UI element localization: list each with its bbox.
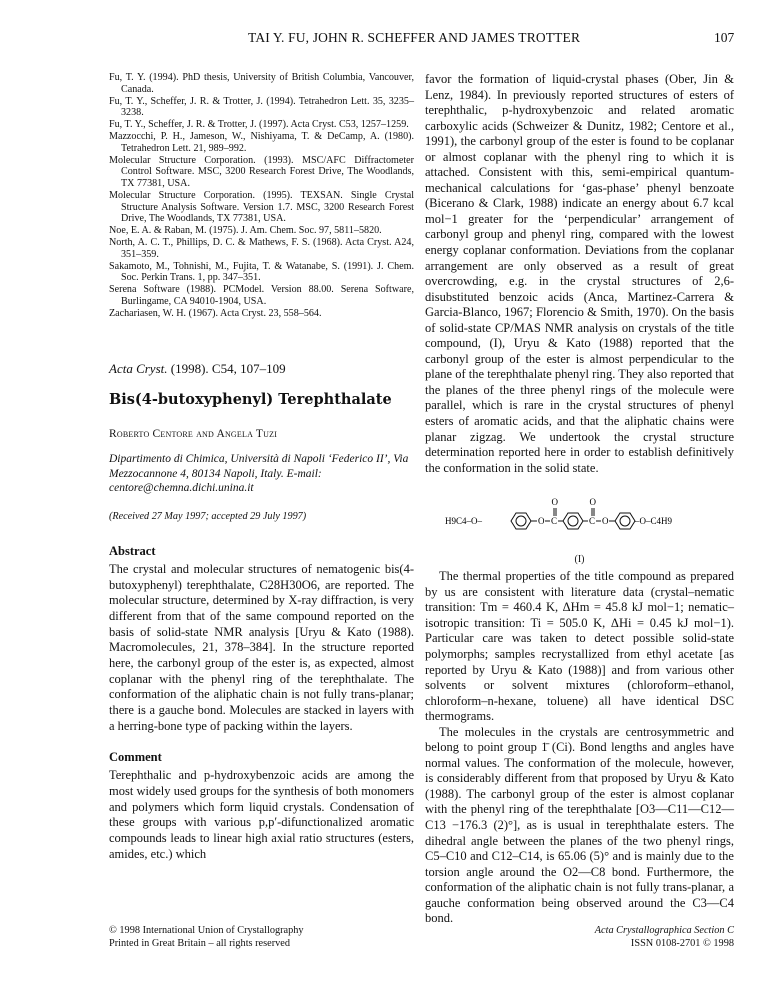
journal-name: Acta Crystallographica Section C (594, 925, 734, 936)
ester-oxygen: O (538, 516, 545, 527)
scheme-right-group: –O–C4H9 (635, 516, 673, 527)
reference-item: Fu, T. Y. (1994). PhD thesis, University of British Columbia, Vancouver, Canada. (109, 72, 414, 95)
thermal-properties-paragraph: The thermal properties of the title compound as prepared by us are consistent with literature data (crystal–nematic transition: Tm = 460.4 K, ΔHm = 45.8 kJ mol−1; nematic–isotropic transition: Ti = 505.0 K, ΔHi = 0.45 kJ mol−1). Particular care was taken to detect possible solid-state polymorphs; samples recrystallized from ethyl acetate [as reported by Uryu & Kato (1988)] and from various other solvents or solvent mixtures (chloroform–ethanol, chloroform–n-hexane, toluene) all have identical DSC thermograms. (425, 569, 734, 724)
scheme-left-group: H9C4–O– (445, 516, 483, 527)
running-head-authors: TAI Y. FU, JOHN R. SCHEFFER AND JAMES TROTTER (248, 30, 581, 45)
benzene-ring-icon (615, 513, 635, 529)
molecular-structure-paragraph: The molecules in the crystals are centrosymmetric and belong to point group 1̄ (Ci). Bond lengths and angles have normal values. The conformation of the molecule, however, is considerably different from that proposed by Uryu & Kato (1988). The carbonyl group of the ester is almost coplanar with the phenyl ring of the terephthalate [O3—C11—C12—C13 −176.3 (2)°], as is usual in terephthalate esters. The dihedral angle between the planes of the two phenyl rings, C5–C10 and C12–C14, is 65.06 (5)° and is mainly due to the torsion angle around the O2—C8 bond. Furthermore, the conformation of the aliphatic chain is not fully trans-planar, a gauche conformation being observed around the C3—C4 bond. (425, 724, 734, 926)
footer-right (504, 925, 734, 950)
carbonyl-carbon: C (589, 516, 596, 527)
benzene-ring-icon (511, 513, 531, 529)
carbonyl-oxygen: O (589, 497, 596, 508)
reference-item: Fu, T. Y., Scheffer, J. R. & Trotter, J. (1994). Tetrahedron Lett. 35, 3235–3238. (109, 95, 414, 119)
benzene-ring-icon (563, 513, 583, 529)
running-head (0, 30, 784, 50)
comment-paragraph-continued: favor the formation of liquid-crystal phases (Ober, Jin & Lenz, 1984). In previously reported structures of esters of terephthalic, p-hydroxybenzoic and related aromatic carboxylic acids (Schweizer & Dunitz, 1982; Centore et al., 1991), the carbonyl group of the ester is found to be coplanar or almost coplanar with the phenyl ring to which it is attached. Consistent with this, semi-empirical quantum-mechanical calculations for ‘gas-phase’ phenyl benzoate (Bicerano & Clark, 1988) indicate an energy about 6.7 kcal mol−1 greater for the ‘perpendicular’ arrangement of carbonyl group and phenyl ring, compared with the lowest energy coplanar conformation. Deviations from the coplanar arrangement are only observed as a result of great overcrowding, e.g. in the crystal structures of 2,6-disubstituted benzoic acids (Anca, Martinez-Carrera & Garcia-Blanco, 1967; Florencio & Smith, 1970). On the basis of solid-state CP/MAS NMR analysis on crystals of the title compound, (I), Uryu & Kato (1988) reported that the carbonyl group of the ester is almost perpendicular to the plane of the terephthalate phenyl ring. They also reported that the planes of the three phenyl rings of the molecule were parallel, which is rare in the crystal structures of phenyl esters of aromatic acids, and that the aliphatic chains were planar zigzag. We undertook the crystal structure determination reported here in order to establish definitively the conformation in the solid state. (425, 72, 734, 475)
comment-heading: Comment (109, 750, 162, 765)
reference-item: Fu, T. Y., Scheffer, J. R. & Trotter, J. (1997). Acta Cryst. C53, 1257–1259. (109, 119, 409, 131)
ester-oxygen: O (602, 516, 609, 527)
article-authors: Roberto Centore and Angela Tuzi (109, 428, 278, 441)
left-column (109, 72, 414, 862)
printed-notice: Printed in Great Britain – all rights reserved (109, 937, 291, 949)
article-title: Bis(4-butoxyphenyl) Terephthalate (109, 391, 392, 409)
comment-text: Terephthalic and p-hydroxybenzoic acids are among the most widely used groups for the synthesis of both monomers and polymers which form liquid crystals. Condensation of these groups with various p,p′-difunctionalized aromatic compounds leads to linear high axial ratio structures (esters, amides, etc.) which (109, 768, 414, 861)
citation-pages: 107–109 (240, 361, 286, 377)
abstract-text: The crystal and molecular structures of nematogenic bis(4-butoxyphenyl) terephthalate, C28H30O6, are reported. The molecular structure, determined by X-ray diffraction, is very different from that of the same compound reported on the basis of solid-state NMR analysis [Uryu & Kato (1988). Macromolecules, 21, 378–384]. In the structure reported here, the carbonyl group of the ester is, as expected, almost coplanar with the phenyl ring of the terephthalate. The conformation of the aliphatic chain is not fully trans-planar; there is a gauche bond. Molecules are stacked in layers with a herring-bone type of packing within the layers. (109, 562, 414, 733)
reference-item: Sakamoto, M., Tohnishi, M., Fujita, T. & Watanabe, S. (1991). J. Chem. Soc. Perkin Trans. 1, pp. 347–351. (109, 260, 414, 284)
reference-item: Noe, E. A. & Raban, M. (1975). J. Am. Chem. Soc. 97, 5811–5820. (109, 225, 382, 237)
reference-list (109, 72, 414, 319)
structure-diagram (425, 488, 734, 548)
received-dates: (Received 27 May 1997; accepted 29 July 1997) (109, 511, 307, 523)
citation-journal: Acta Cryst. (109, 361, 168, 377)
copyright-notice: © 1998 International Union of Crystallography (109, 925, 304, 936)
reference-item: North, A. C. T., Phillips, D. C. & Mathews, F. S. (1968). Acta Cryst. A24, 351–359. (109, 237, 414, 260)
scheme-label: (I) (574, 554, 585, 566)
citation-year: (1998). (170, 361, 209, 377)
abstract-heading: Abstract (109, 544, 156, 559)
right-column (425, 72, 734, 927)
footer-left (109, 925, 304, 950)
author-affiliation: Dipartimento di Chimica, Università di Napoli ‘Federico II’, Via Mezzocannone 4, 80134 Napoli, Italy. E-mail: centore@chemna.dichi.unina.it (109, 453, 409, 494)
reference-item: Molecular Structure Corporation. (1993). MSC/AFC Diffractometer Control Software. MSC, 3200 Research Forest Drive, The Woodlands, TX 77381, USA. (109, 154, 414, 189)
chemical-scheme (425, 488, 734, 548)
issn: ISSN 0108-2701 © 1998 (630, 937, 734, 949)
page-number: 107 (714, 30, 735, 45)
reference-item: Mazzocchi, P. H., Jameson, W., Nishiyama, T. & DeCamp, A. (1980). Tetrahedron Lett. 21, 989–992. (109, 131, 414, 154)
carbonyl-oxygen: O (551, 497, 558, 508)
carbonyl-carbon: C (551, 516, 558, 527)
reference-item: Zachariasen, W. H. (1967). Acta Cryst. 23, 558–564. (109, 307, 322, 319)
article-citation (109, 361, 414, 377)
reference-item: Serena Software (1988). PCModel. Version 88.00. Serena Software, Burlingame, CA 94010-1904, USA. (109, 284, 414, 307)
reference-item: Molecular Structure Corporation. (1995). TEXSAN. Single Crystal Structure Analysis Software. Version 1.7. MSC, 3200 Research Forest Drive, The Woodlands, TX 77381, USA. (109, 189, 414, 225)
citation-volume: C54, (211, 361, 237, 377)
